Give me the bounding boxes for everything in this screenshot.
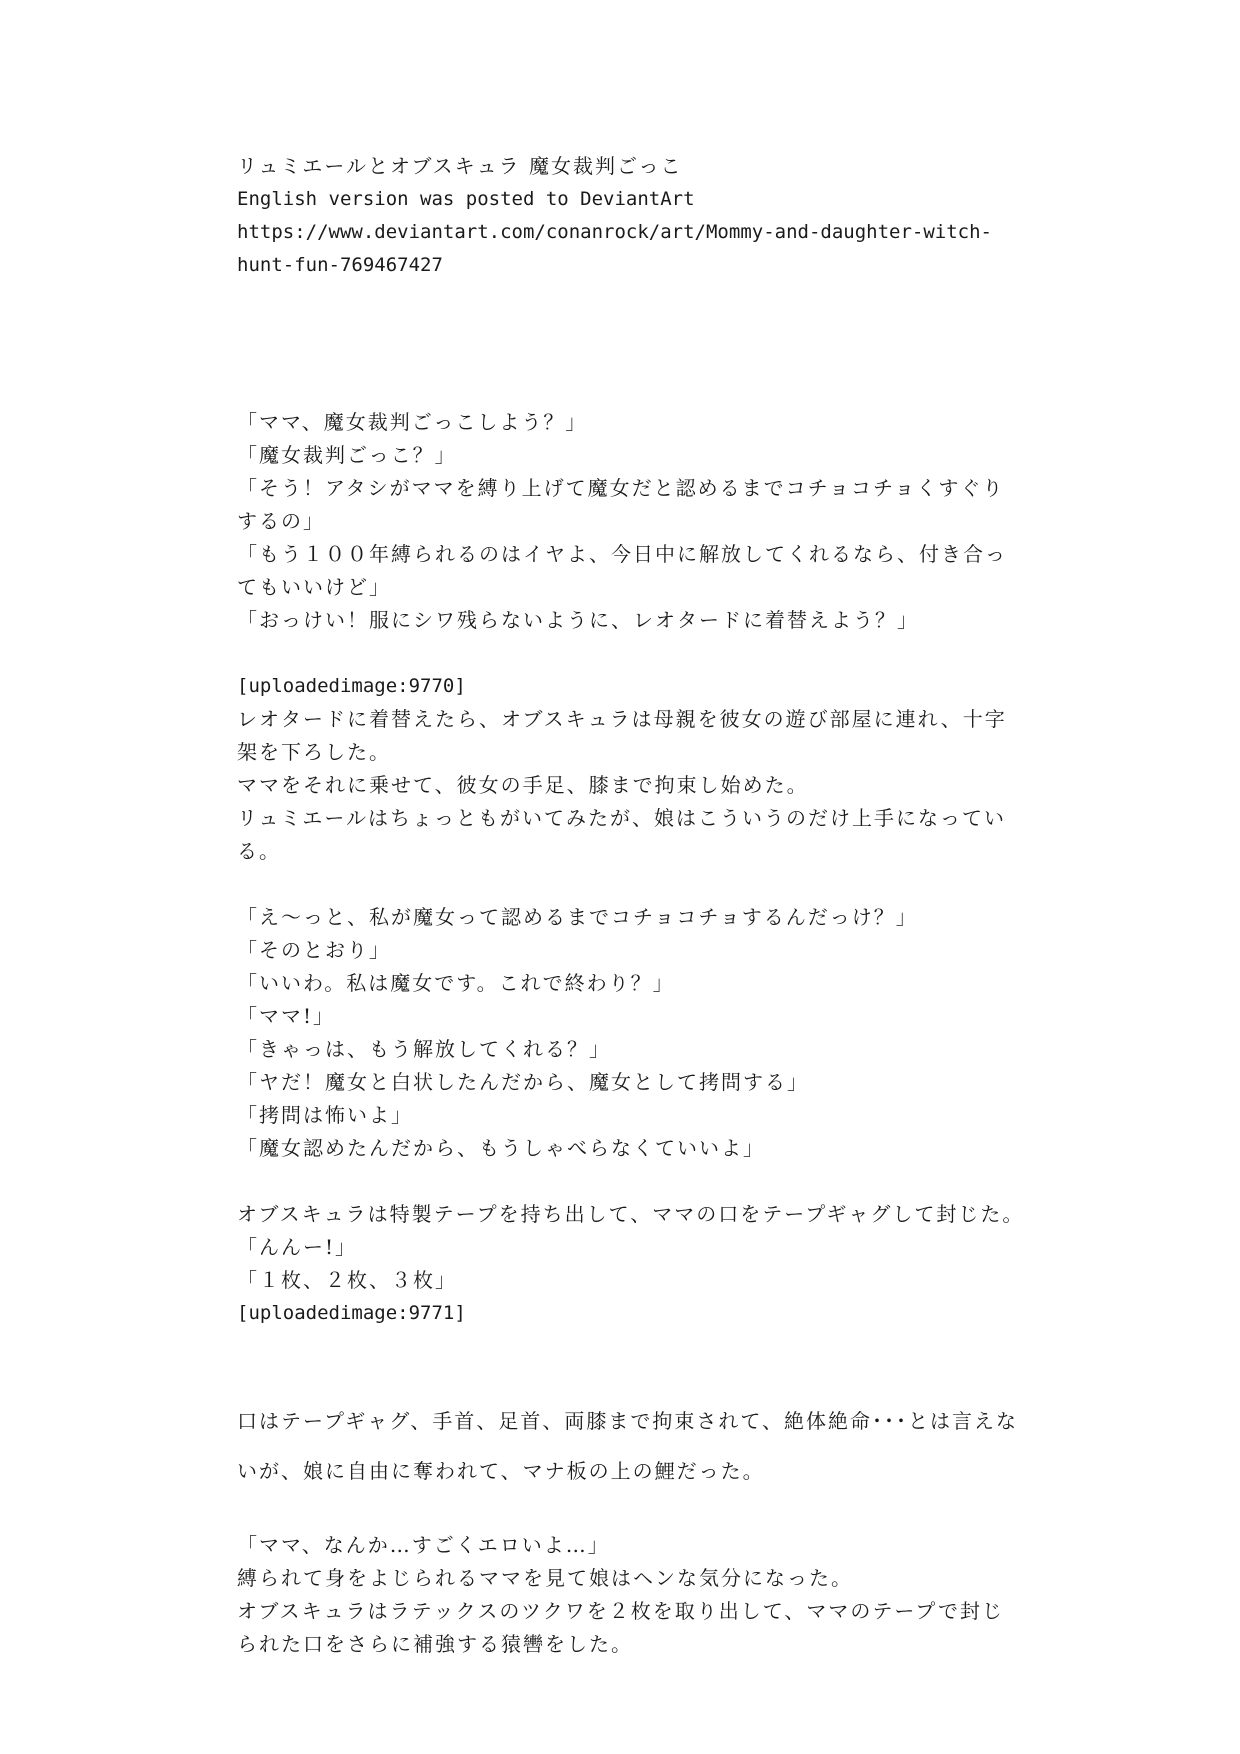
text-line: リュミエールはちょっともがいてみたが、娘はこういうのだけ上手になってい — [237, 806, 1006, 830]
text-line: る。 — [237, 839, 281, 863]
text-line: 「魔女認めたんだから、もうしゃべらなくていいよ」 — [237, 1136, 765, 1160]
document-subtitle: English version was posted to DeviantArt — [237, 188, 695, 210]
text-line: ママをそれに乗せて、彼女の手足、膝まで拘束し始めた。 — [237, 773, 809, 797]
text-line: 口はテープギャグ、手首、足首、両膝まで拘束されて、絶体絶命･･･とは言えな — [237, 1409, 1018, 1433]
text-line: 「おっけい！服にシワ残らないように、レオタードに着替えよう？」 — [237, 608, 919, 632]
document-title: リュミエールとオブスキュラ 魔女裁判ごっこ — [237, 154, 683, 178]
spacer — [237, 1165, 1017, 1198]
spacer — [237, 1330, 1017, 1363]
image-placeholder: [uploadedimage:9770] — [237, 675, 466, 697]
text-line: オブスキュラは特製テープを持ち出して、ママの口をテープギャグして封じた。 — [237, 1202, 1025, 1226]
text-line: 「１枚、２枚、３枚」 — [237, 1268, 457, 1292]
text-line: 「ママ、魔女裁判ごっこしよう？」 — [237, 410, 588, 434]
text-line: 架を下ろした。 — [237, 740, 391, 764]
document-page — [237, 150, 1025, 1661]
text-line: 「え～っと、私が魔女って認めるまでコチョコチョするんだっけ？」 — [237, 905, 918, 929]
source-url-line-2: hunt-fun-769467427 — [237, 254, 443, 276]
spacer — [237, 637, 1017, 670]
text-line: 「ママ、なんか…すごくエロいよ…」 — [237, 1533, 610, 1557]
text-line: 「そう！アタシがママを縛り上げて魔女だと認めるまでコチョコチョくすぐり — [237, 476, 1005, 500]
text-line: てもいいけど」 — [237, 575, 391, 599]
text-line: レオタードに着替えたら、オブスキュラは母親を彼女の遊び部屋に連れ、十字 — [237, 707, 1007, 731]
source-url-line-1: https://www.deviantart.com/conanrock/art/Mommy-and-daughter-witch- — [237, 221, 992, 243]
text-line: 「きゃっは、もう解放してくれる？」 — [237, 1037, 611, 1061]
spacer — [237, 282, 1017, 406]
text-line: 「いいわ。私は魔女です。これで終わり？」 — [237, 971, 675, 995]
text-line: 「んんー!」 — [237, 1235, 358, 1259]
text-line: 「そのとおり」 — [237, 938, 391, 962]
text-line: 「拷問は怖いよ」 — [237, 1103, 413, 1127]
spacer — [237, 1363, 1017, 1396]
text-line: 「もう１００年縛られるのはイヤよ、今日中に解放してくれるなら、付き合っ — [237, 542, 1007, 566]
image-placeholder: [uploadedimage:9771] — [237, 1302, 466, 1324]
text-line: 「魔女裁判ごっこ？」 — [237, 443, 457, 467]
text-line: 縛られて身をよじられるママを見て娘はヘンな気分になった。 — [237, 1566, 853, 1590]
text-line: オブスキュラはラテックスのツクワを２枚を取り出して、ママのテープで封じ — [237, 1599, 1004, 1623]
spacer — [237, 1496, 1017, 1529]
text-line: 「ママ!」 — [237, 1004, 336, 1028]
text-line: られた口をさらに補強する猿轡をした。 — [237, 1632, 633, 1656]
text-line: するの」 — [237, 509, 325, 533]
text-line: いが、娘に自由に奪われて、マナ板の上の鯉だった。 — [237, 1459, 765, 1483]
spacer — [237, 868, 1017, 901]
text-line: 「ヤだ！魔女と白状したんだから、魔女として拷問する」 — [237, 1070, 809, 1094]
